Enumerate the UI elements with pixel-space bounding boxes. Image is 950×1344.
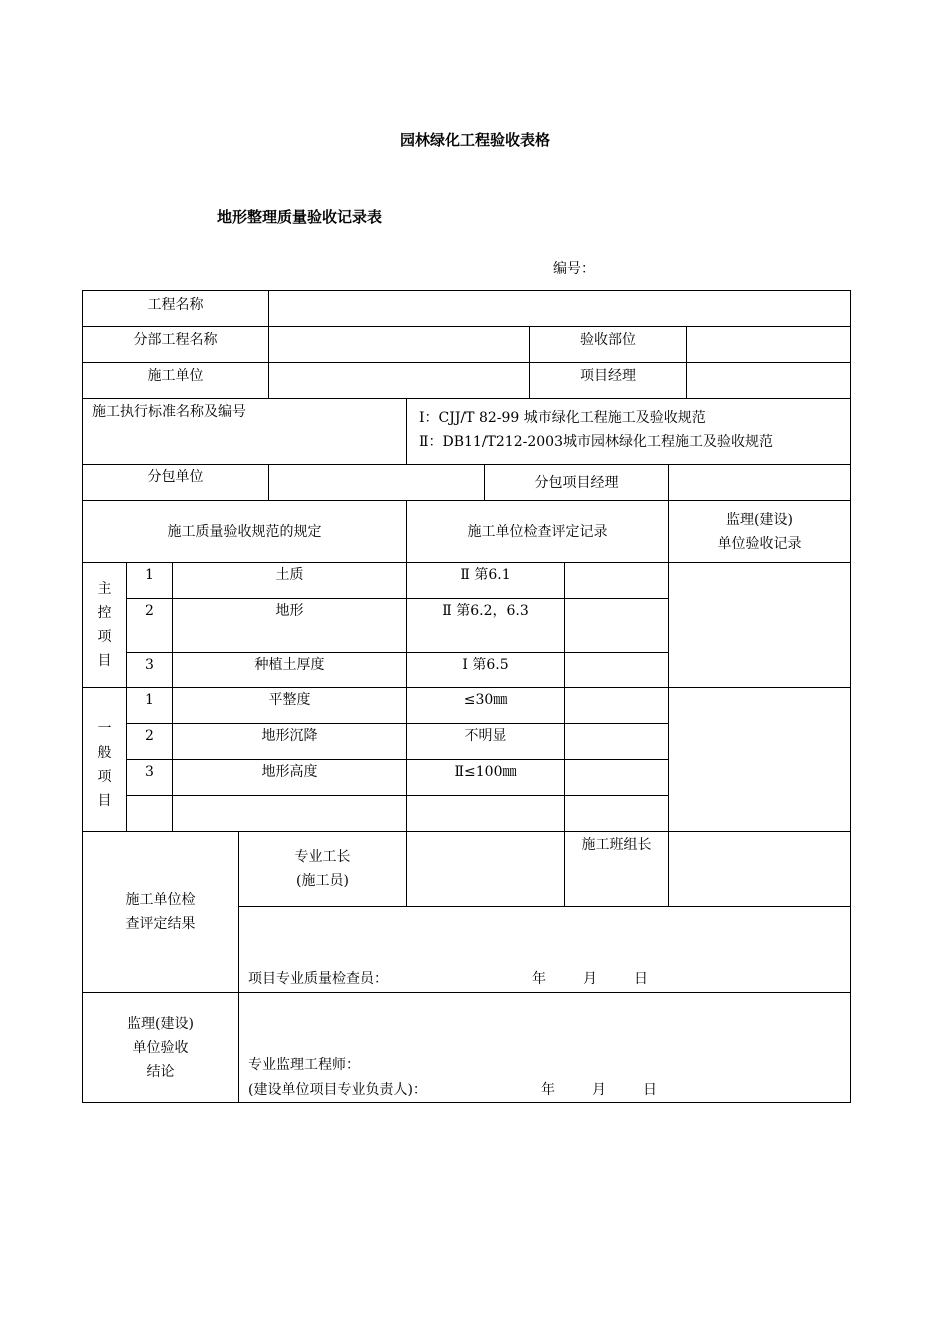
result-signature-area[interactable] bbox=[238, 906, 851, 993]
sub-project-label: 分部工程名称 bbox=[82, 326, 269, 363]
main-row-ref: Ⅱ 第6.2，6.3 bbox=[406, 598, 565, 653]
main-row-item: 种植土厚度 bbox=[172, 652, 407, 688]
supervising-engineer-label: 专业监理工程师： bbox=[248, 1057, 360, 1073]
general-row-record[interactable] bbox=[564, 723, 669, 760]
general-row-record[interactable] bbox=[564, 687, 669, 724]
general-row-ref: 不明显 bbox=[406, 723, 565, 760]
sub-project-field[interactable] bbox=[268, 326, 530, 363]
general-row-no: 1 bbox=[126, 687, 173, 724]
general-row-no: 3 bbox=[126, 759, 173, 796]
standard-values bbox=[406, 398, 851, 465]
conclusion-day-label: 日 bbox=[643, 1082, 657, 1098]
column-supervision: 监理(建设) 单位验收记录 bbox=[668, 500, 851, 563]
construction-unit-label: 施工单位 bbox=[82, 362, 269, 399]
owner-representative-label: (建设单位项目专业负责人)： bbox=[248, 1082, 427, 1098]
project-name-label: 工程名称 bbox=[82, 290, 269, 327]
main-row-no: 3 bbox=[126, 652, 173, 688]
general-row-record-empty[interactable] bbox=[564, 795, 669, 832]
general-row-item: 平整度 bbox=[172, 687, 407, 724]
main-row-no: 1 bbox=[126, 562, 173, 599]
acceptance-part-field[interactable] bbox=[686, 326, 851, 363]
main-row-item: 地形 bbox=[172, 598, 407, 653]
general-row-no: 2 bbox=[126, 723, 173, 760]
result-day-label: 日 bbox=[634, 971, 648, 987]
conclusion-label: 监理(建设) 单位验收 结论 bbox=[82, 992, 239, 1103]
main-row-record[interactable] bbox=[564, 652, 669, 688]
subcontractor-manager-label: 分包项目经理 bbox=[484, 464, 669, 501]
foreman-signature-field[interactable] bbox=[406, 831, 565, 907]
standard-2: Ⅱ：DB11/T212-2003城市园林绿化工程施工及验收规范 bbox=[419, 434, 773, 450]
subcontractor-manager-field[interactable] bbox=[668, 464, 851, 501]
general-row-ref: ≤30㎜ bbox=[406, 687, 565, 724]
conclusion-year-label: 年 bbox=[541, 1082, 555, 1098]
general-row-item: 地形高度 bbox=[172, 759, 407, 796]
main-row-ref: Ⅱ 第6.1 bbox=[406, 562, 565, 599]
construction-unit-field[interactable] bbox=[268, 362, 530, 399]
general-items-supervision-record[interactable] bbox=[668, 687, 851, 832]
project-manager-label: 项目经理 bbox=[529, 362, 687, 399]
general-row-ref: Ⅱ≤100㎜ bbox=[406, 759, 565, 796]
subcontractor-field[interactable] bbox=[268, 464, 485, 501]
main-row-record[interactable] bbox=[564, 598, 669, 653]
inspector-label: 项目专业质量检查员： bbox=[248, 971, 388, 987]
general-items-group-label: 一 般 项 目 bbox=[82, 687, 127, 832]
column-spec: 施工质量验收规范的规定 bbox=[82, 500, 407, 563]
project-name-field[interactable] bbox=[268, 290, 851, 327]
form-subtitle: 地形整理质量验收记录表 bbox=[217, 208, 383, 226]
general-row-no-empty[interactable] bbox=[126, 795, 173, 832]
standard-1: Ⅰ：CJJ/T 82-99 城市绿化工程施工及验收规范 bbox=[419, 410, 706, 426]
document-title: 园林绿化工程验收表格 bbox=[399, 131, 550, 149]
form-number-label: 编号： bbox=[553, 261, 595, 277]
main-items-group-label: 主 控 项 目 bbox=[82, 562, 127, 688]
general-row-item: 地形沉降 bbox=[172, 723, 407, 760]
team-leader-label: 施工班组长 bbox=[564, 831, 669, 907]
general-row-ref-empty[interactable] bbox=[406, 795, 565, 832]
general-row-item-empty[interactable] bbox=[172, 795, 407, 832]
main-row-no: 2 bbox=[126, 598, 173, 653]
conclusion-month-label: 月 bbox=[592, 1082, 606, 1098]
conclusion-signature-area[interactable] bbox=[238, 992, 851, 1103]
main-row-record[interactable] bbox=[564, 562, 669, 599]
general-row-record[interactable] bbox=[564, 759, 669, 796]
subcontractor-label: 分包单位 bbox=[82, 464, 269, 501]
project-manager-field[interactable] bbox=[686, 362, 851, 399]
standard-label: 施工执行标准名称及编号 bbox=[82, 398, 407, 465]
result-label: 施工单位检 查评定结果 bbox=[82, 831, 239, 993]
main-items-supervision-record[interactable] bbox=[668, 562, 851, 688]
main-row-ref: Ⅰ 第6.5 bbox=[406, 652, 565, 688]
result-month-label: 月 bbox=[583, 971, 597, 987]
main-row-item: 土质 bbox=[172, 562, 407, 599]
foreman-label: 专业工长 (施工员) bbox=[238, 831, 407, 907]
team-leader-signature-field[interactable] bbox=[668, 831, 851, 907]
acceptance-part-label: 验收部位 bbox=[529, 326, 687, 363]
result-year-label: 年 bbox=[532, 971, 546, 987]
column-check-record: 施工单位检查评定记录 bbox=[406, 500, 669, 563]
